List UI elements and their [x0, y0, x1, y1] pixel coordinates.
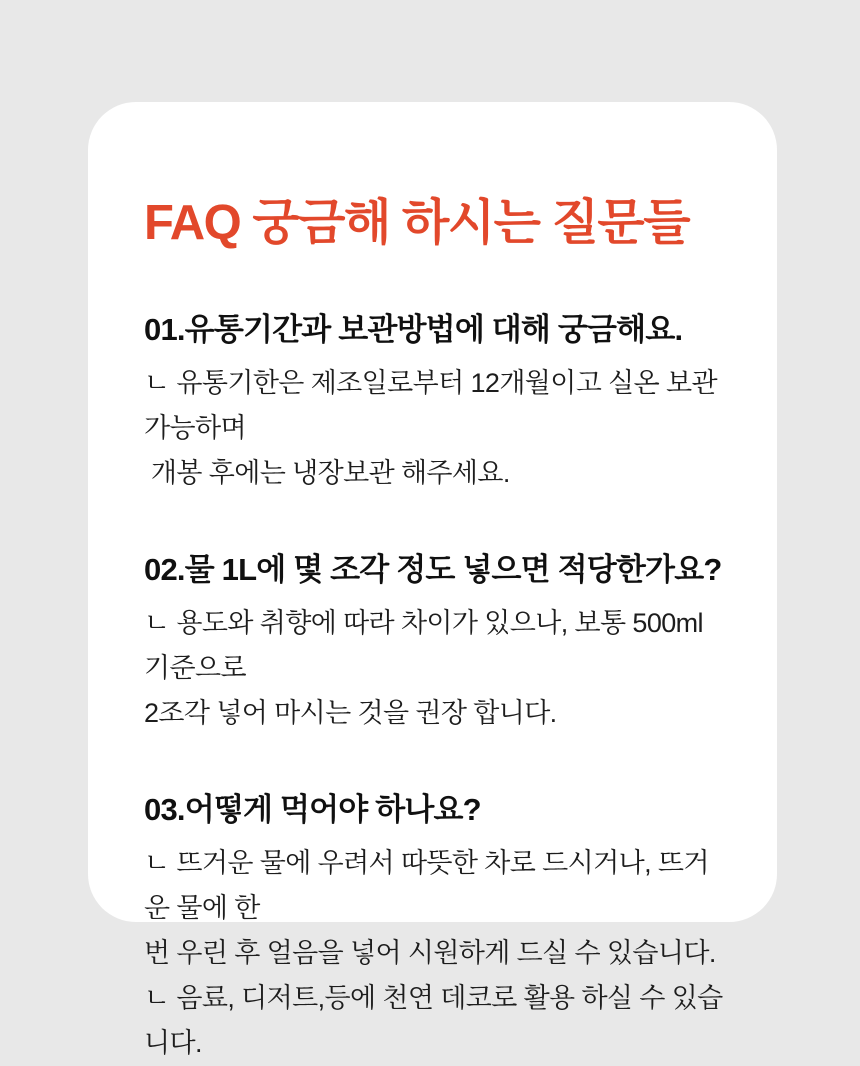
faq-answer-1-line-2: 개봉 후에는 냉장보관 해주세요.: [144, 457, 510, 488]
faq-answer-3-line-2: 번 우린 후 얼음을 넣어 시원하게 드실 수 있습니다.: [144, 937, 716, 968]
faq-answer-2: [144, 601, 723, 736]
faq-answer-1-line-1: ㄴ 유통기한은 제조일로부터 12개월이고 실온 보관 가능하며: [144, 367, 724, 443]
faq-answer-3: [144, 841, 723, 1066]
faq-title: FAQ 궁금해 하시는 질문들: [144, 195, 690, 250]
faq-answer-2-line-2: 2조각 넣어 마시는 것을 권장 합니다.: [144, 697, 557, 728]
faq-item-1: [144, 308, 723, 496]
faq-question-3: 03.어떻게 먹어야 하나요?: [144, 791, 481, 827]
faq-answer-3-line-1: ㄴ 뜨거운 물에 우려서 따뜻한 차로 드시거나, 뜨거운 물에 한: [144, 847, 709, 923]
faq-question-2: 02.물 1L에 몇 조각 정도 넣으면 적당한가요?: [144, 551, 722, 587]
faq-answer-2-line-1: ㄴ 용도와 취향에 따라 차이가 있으나, 보통 500ml 기준으로: [144, 607, 710, 683]
faq-item-3: [144, 788, 723, 1066]
faq-card: [88, 102, 777, 1058]
faq-answer-3-line-3: ㄴ 음료, 디저트,등에 천연 데코로 활용 하실 수 있습니다.: [144, 982, 723, 1058]
faq-item-2: [144, 548, 723, 736]
faq-question-1: 01.유통기간과 보관방법에 대해 궁금해요.: [144, 311, 683, 347]
faq-answer-1: [144, 361, 723, 496]
